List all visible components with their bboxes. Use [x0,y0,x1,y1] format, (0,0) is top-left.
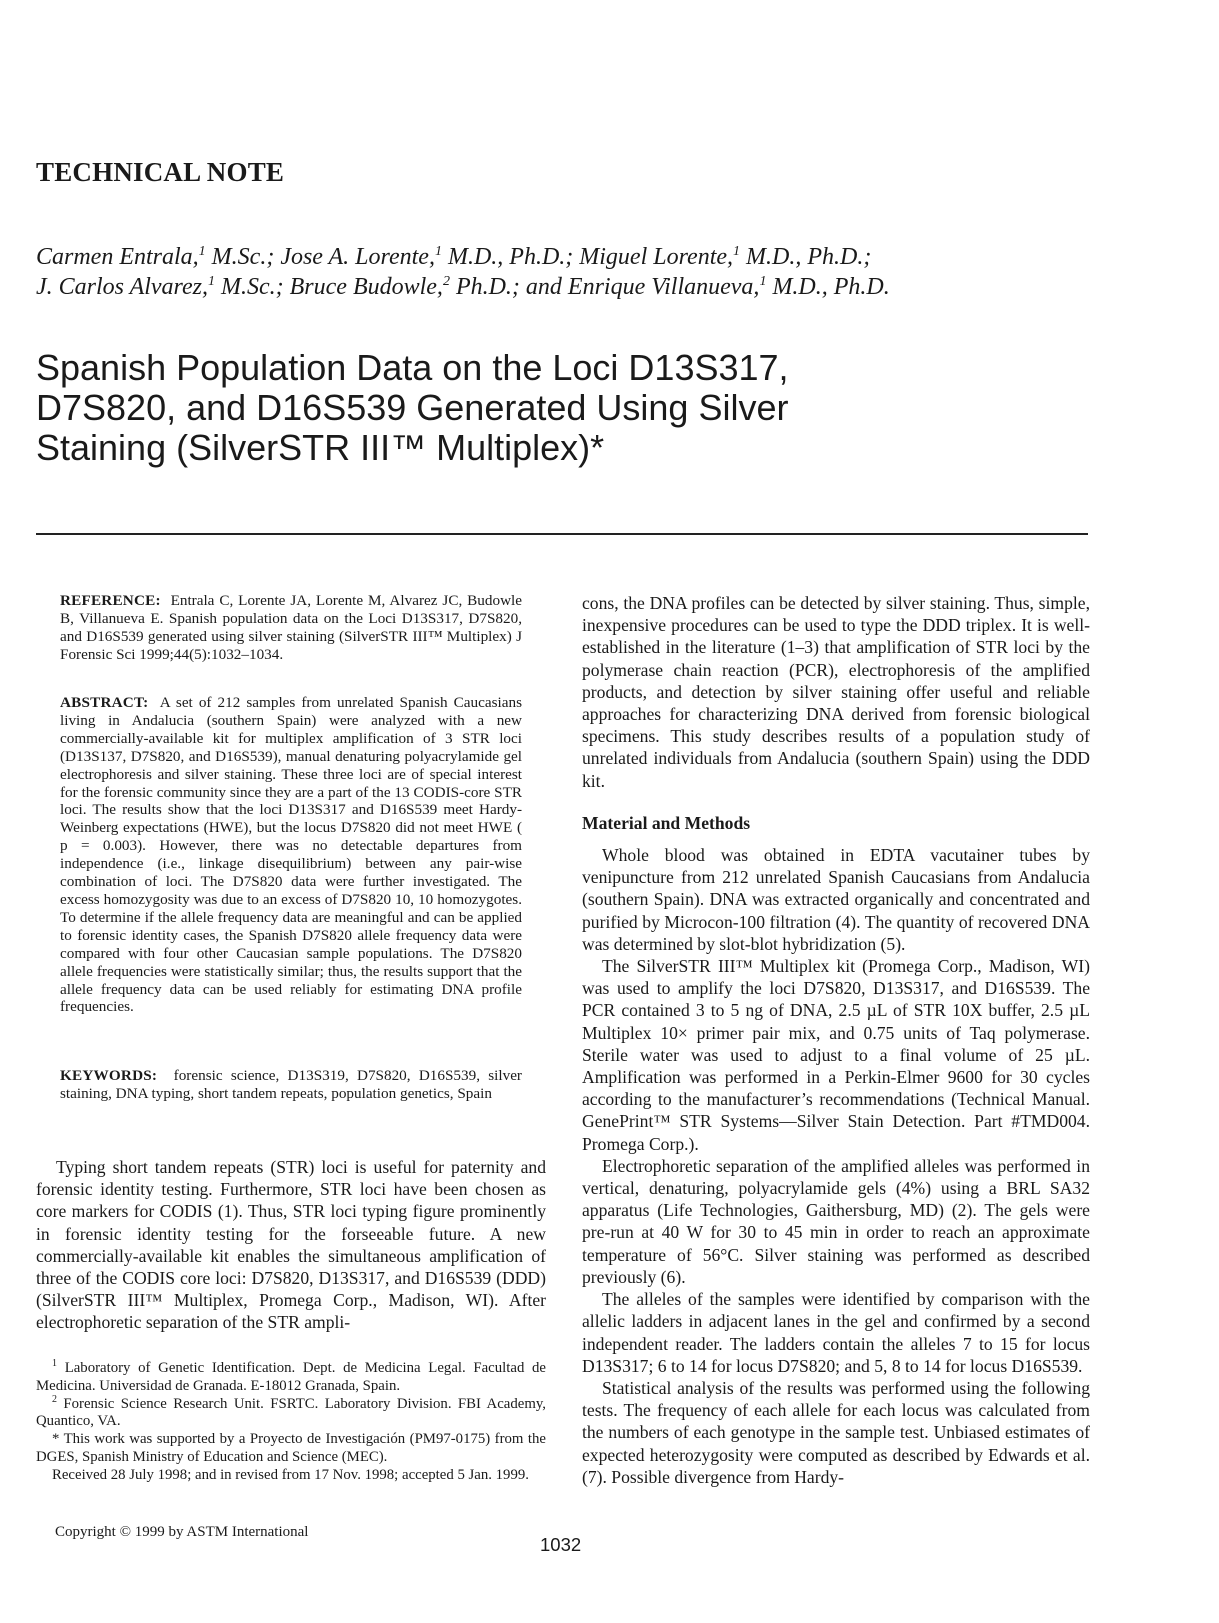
footnote: $^2$ Forensic Science Research Unit. FSRTC. Laboratory Division. FBI Academy, Quantico, VA. [36,1393,546,1430]
title-line: Spanish Population Data on the Loci D13S317, [36,347,789,388]
abstract-label: ABSTRACT: [60,694,149,711]
author: Enrique Villanueva,$^1$ M.D., Ph.D. [567,274,890,300]
abstract-text: A set of 212 samples from unrelated Spanish Caucasians living in Andalucia (southern Spain) were analyzed with a new commercially-available kit for multiplex amplification of 3 STR loci (D13S137, D7S820, and D16S539), manual denaturing polyacrylamide gel electrophoresis and silver staining. These three loci are of special interest for the forensic community since they are a part of the 13 CODIS-core STR loci. The results show that the loci D13S317 and D16S539 meet Hardy-Weinberg expectations (HWE), but the locus D7S820 did not meet HWE ( p = 0.003). However, there was no detectable departures from independence (i.e., linkage disequilibrium) between any pair-wise combination of loci. The D7S820 data were further investigated. The excess homozygosity was due to an excess of D7S820 10, 10 homozygotes. To determine if the allele frequency data are meaningful and can be applied to forensic identity cases, the Spanish D7S820 allele frequency data were compared with four other Caucasian sample populations. The D7S820 allele frequencies were statistically similar; thus, the results support that the allele frequency data can be used reliably for estimating DNA profile frequencies. [60,694,522,1016]
body-paragraph: The SilverSTR III™ Multiplex kit (Promega Corp., Madison, WI) was used to amplify the loci D7S820, D13S317, and D16S539. The PCR contained 3 to 5 ng of DNA, 2.5 µL of STR 10X buffer, 2.5 µL Multiplex 10× primer pair mix, and 0.75 units of Taq polymerase. Sterile water was used to adjust to a final volume of 25 µL. Amplification was performed in a Perkin-Elmer 9600 for 30 cycles according to the manufacturer’s recommendations (Technical Manual. GenePrint™ STR Systems—Silver Stain Detection. Part #TMD004. Promega Corp.). [582,956,1090,1154]
right-column [582,592,1090,1488]
copyright-notice: Copyright © 1999 by ASTM International [55,1524,309,1540]
title-divider [36,533,1088,535]
section-heading: Material and Methods [582,812,751,833]
body-paragraph: Electrophoretic separation of the amplified alleles was performed in vertical, denaturing, polyacrylamide gels (4%) using a BRL SA32 apparatus (Life Technologies, Gaithersburg, MD) (2). The gels were pre-run at 40 W for 30 to 45 min in order to reach an approximate temperature of 56°C. Silver staining was performed as described previously (6). [582,1155,1090,1287]
body-paragraph: The alleles of the samples were identified by comparison with the allelic ladders in adjacent lanes in the gel and confirmed by a second independent reader. The ladders contain the alleles 7 to 15 for locus D13S317; 6 to 14 for locus D7S820; and 5, 8 to 14 for locus D16S539. [582,1289,1090,1376]
paper-title [36,348,1086,468]
author: Bruce Budowle,$^2$ Ph.D.; and [289,274,568,300]
section-label: TECHNICAL NOTE [36,157,285,187]
footnote: $^1$ Laboratory of Genetic Identification. Dept. de Medicina Legal. Facultad de Medicina. Universidad de Granada. E-18012 Granada, Spain. [36,1358,546,1394]
title-line: Staining (SilverSTR III™ Multiplex)* [36,427,605,468]
body-paragraph: Whole blood was obtained in EDTA vacutainer tubes by venipuncture from 212 unrelated Spanish Caucasians from Andalucia (southern Spain). DNA was extracted organically and concentrated and purified by Microcon-100 filtration (4). The quantity of recovered DNA was determined by slot-blot hybridization (5). [582,845,1090,954]
author: Jose A. Lorente,$^1$ M.D., Ph.D.; [280,244,580,270]
keywords-block [60,1067,522,1103]
reference-label: REFERENCE: [60,592,161,609]
reference-block [60,592,522,664]
abstract-block [60,694,522,1016]
page-number: 1032 [540,1534,582,1555]
title-line: D7S820, and D16S539 Generated Using Silver [36,387,789,428]
footnote: * This work was supported by a Proyecto de Investigación (PM97-0175) from the DGES, Spanish Ministry of Education and Science (MEC). [36,1431,546,1465]
body-paragraph: cons, the DNA profiles can be detected by silver staining. Thus, simple, inexpensive procedures can be used to type the DDD triplex. It is well-established in the literature (1–3) that amplification of STR loci by the polymerase chain reaction (PCR), electrophoresis of the amplified products, and detection by silver staining offer useful and reliable approaches for characterizing DNA derived from forensic biological specimens. This study describes results of a population study of unrelated individuals from Andalucia (southern Spain) using the DDD kit. [582,593,1090,791]
author: Carmen Entrala,$^1$ M.Sc.; [36,244,281,270]
keywords-text: forensic science, D13S319, D7S820, D16S539, silver staining, DNA typing, short tandem repeats, population genetics, Spain [60,1067,522,1102]
reference-text: Entrala C, Lorente JA, Lorente M, Alvarez JC, Budowle B, Villanueva E. Spanish population data on the Loci D13S317, D7S820, and D16S539 generated using silver staining (SilverSTR III™ Multiplex) J Forensic Sci 1999;44(5):1032–1034. [60,592,523,663]
keywords-label: KEYWORDS: [60,1067,158,1084]
intro-paragraph: Typing short tandem repeats (STR) loci is useful for paternity and forensic identity testing. Furthermore, STR loci have been chosen as core markers for CODIS (1). Thus, STR loci typing figure prominently in forensic identity testing for the forseeable future. A new commercially-available kit enables the simultaneous amplification of three of the CODIS core loci: D7S820, D13S317, and D16S539 (DDD) (SilverSTR III™ Multiplex, Promega Corp., Madison, WI). After electrophoretic separation of the STR ampli- [36,1157,546,1333]
body-paragraph: Statistical analysis of the results was performed using the following tests. The frequency of each allele for each locus was calculated from the numbers of each genotype in the sample test. Unbiased estimates of expected heterozygosity were computed as described by Edwards et al. (7). Possible divergence from Hardy- [582,1377,1090,1487]
author-list [36,242,1116,302]
footnote: Received 28 July 1998; and in revised from 17 Nov. 1998; accepted 5 Jan. 1999. [52,1466,529,1483]
author: J. Carlos Alvarez,$^1$ M.Sc.; [36,274,290,300]
author: Miguel Lorente,$^1$ M.D., Ph.D.; [579,244,872,270]
footnotes [36,1360,546,1485]
